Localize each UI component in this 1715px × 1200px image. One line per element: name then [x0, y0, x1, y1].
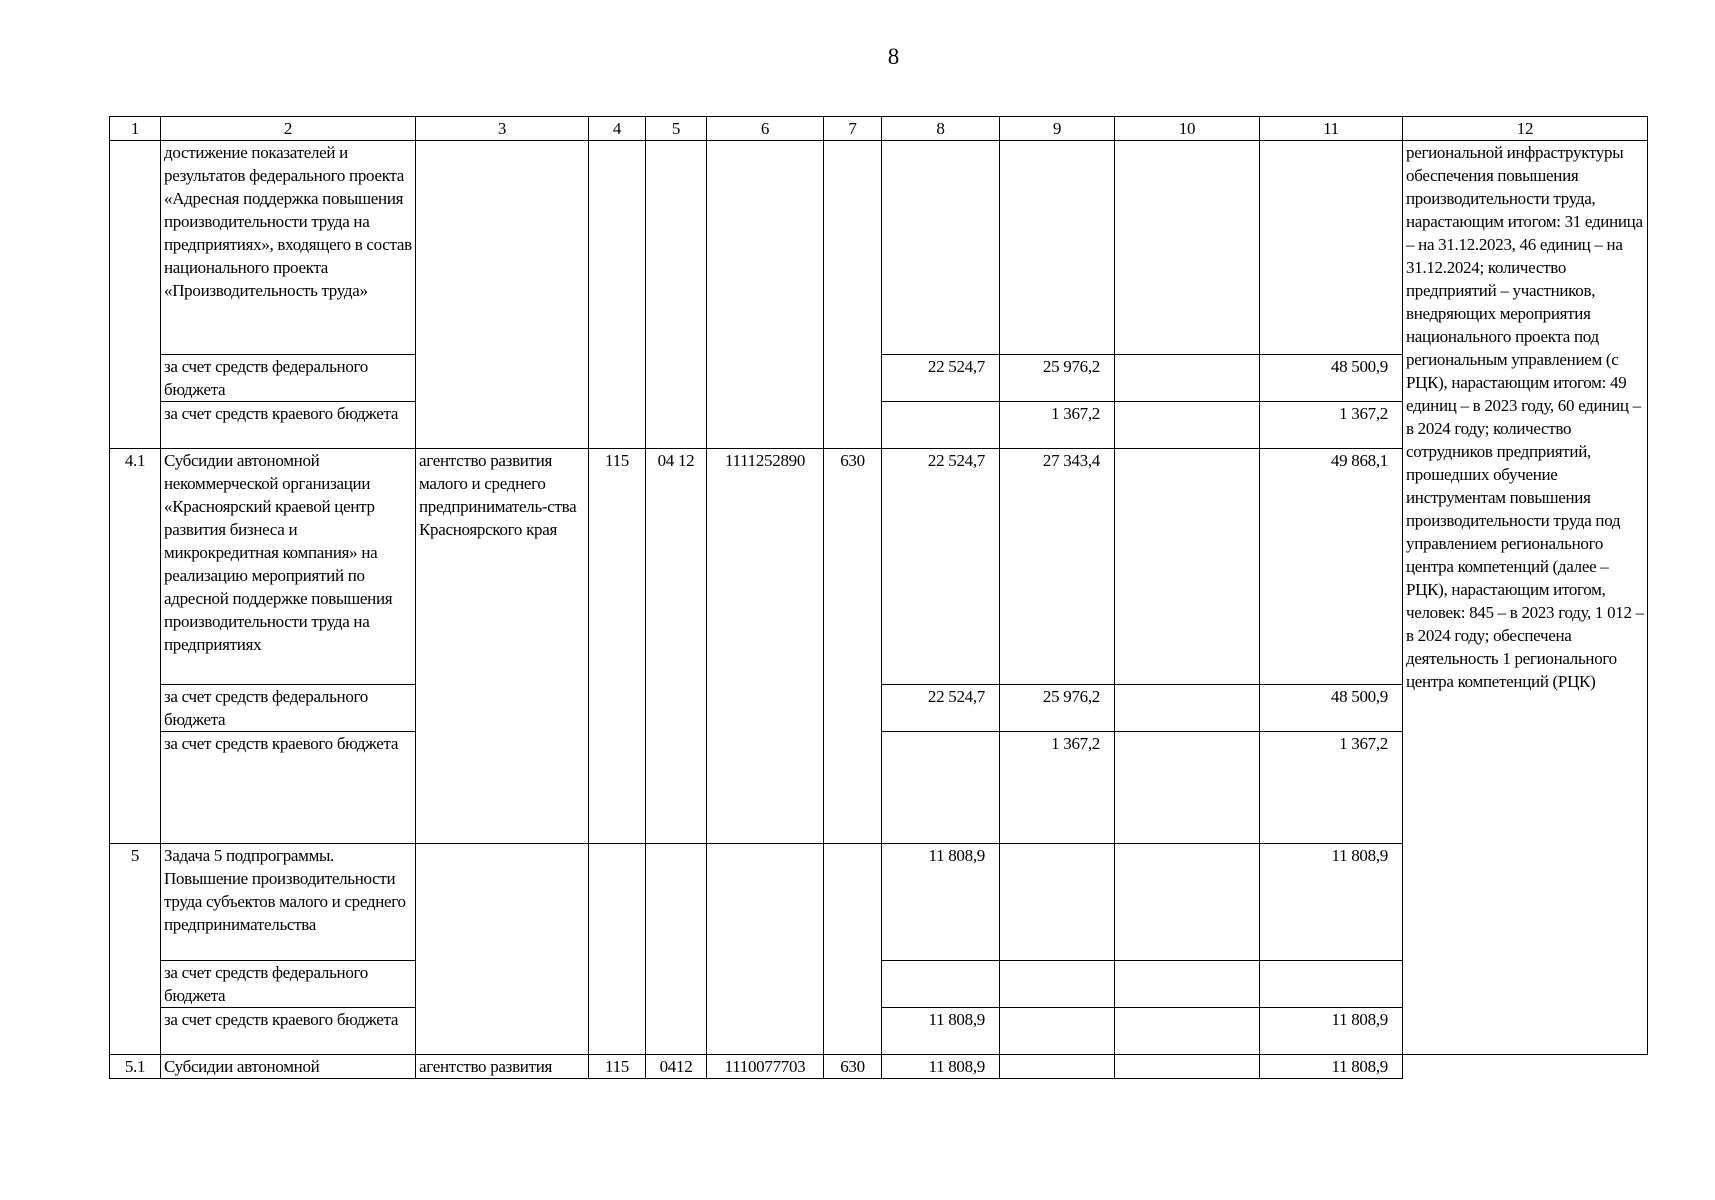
- funding-source-label: за счет средств краевого бюджета: [161, 1008, 416, 1055]
- result-indicators: региональной инфраструктуры обеспечения повышения производительности труда, нарастающим итогом: 31 единица – на 31.12.2023, 46 единиц – на 31.12.2024; количество предприятий – участников, внедряющих мероприятия национального проекта под региональным управлением (с РЦК), нарастающим итогом: 49 единиц – в 2023 году, 60 единиц – в 2024 году; количество сотрудников предприятий, прошедших обучение инструментам повышения производительности труда под управлением регионального центра компетенций (далее – РЦК), нарастающим итогом, человек: 845 – в 2023 году, 1 012 – в 2024 году; обеспечена деятельность 1 регионального центра компетенций (РЦК): [1403, 141, 1648, 1055]
- amount-cell: 27 343,4: [1000, 449, 1115, 685]
- amount-cell: 11 808,9: [882, 1055, 1000, 1079]
- code-cell: [824, 844, 882, 1055]
- amount-cell: [1115, 685, 1260, 732]
- table-row: [110, 1055, 1648, 1079]
- amount-cell: [882, 402, 1000, 449]
- item-name: Задача 5 подпрограммы. Повышение производительности труда субъектов малого и среднего предпринимательства: [161, 844, 416, 961]
- amount-cell: [1000, 1008, 1115, 1055]
- amount-cell: 1 367,2: [1260, 732, 1403, 844]
- agency-cell: агентство развития: [416, 1055, 589, 1079]
- header-cell: 3: [416, 117, 589, 141]
- amount-cell: 11 808,9: [1260, 1008, 1403, 1055]
- amount-cell: [882, 141, 1000, 355]
- header-cell: 8: [882, 117, 1000, 141]
- funding-source-label: за счет средств краевого бюджета: [161, 732, 416, 844]
- header-cell: 2: [161, 117, 416, 141]
- amount-cell: [1260, 141, 1403, 355]
- code-cell: [824, 141, 882, 449]
- code-cell: [646, 141, 707, 449]
- num-cell: [110, 141, 161, 449]
- amount-cell: 49 868,1: [1260, 449, 1403, 685]
- amount-cell: [882, 961, 1000, 1008]
- amount-cell: [882, 732, 1000, 844]
- amount-cell: 22 524,7: [882, 355, 1000, 402]
- amount-cell: [1115, 961, 1260, 1008]
- page-number: 8: [887, 44, 900, 69]
- amount-cell: [1000, 1055, 1115, 1079]
- table-row: [110, 141, 1648, 355]
- amount-cell: [1115, 402, 1260, 449]
- code-cell: 1111252890: [707, 449, 824, 844]
- code-cell: 1110077703: [707, 1055, 824, 1079]
- amount-cell: 11 808,9: [1260, 1055, 1403, 1079]
- amount-cell: 48 500,9: [1260, 685, 1403, 732]
- code-cell: 630: [824, 1055, 882, 1079]
- code-cell: [646, 844, 707, 1055]
- row-number: 5.1: [110, 1055, 161, 1079]
- header-cell: 11: [1260, 117, 1403, 141]
- code-cell: [707, 141, 824, 449]
- item-name: Субсидии автономной: [161, 1055, 416, 1079]
- amount-cell: [1115, 1008, 1260, 1055]
- amount-cell: [1000, 141, 1115, 355]
- amount-cell: [1115, 844, 1260, 961]
- funding-source-label: за счет средств федерального бюджета: [161, 355, 416, 402]
- amount-cell: [1115, 1055, 1260, 1079]
- amount-cell: [1115, 355, 1260, 402]
- header-cell: 12: [1403, 117, 1648, 141]
- header-cell: 10: [1115, 117, 1260, 141]
- funding-source-label: за счет средств федерального бюджета: [161, 685, 416, 732]
- amount-cell: [1115, 141, 1260, 355]
- amount-cell: 11 808,9: [882, 844, 1000, 961]
- amount-cell: 1 367,2: [1000, 402, 1115, 449]
- code-cell: 630: [824, 449, 882, 844]
- amount-cell: [1115, 449, 1260, 685]
- amount-cell: [1115, 732, 1260, 844]
- amount-cell: 1 367,2: [1260, 402, 1403, 449]
- code-cell: [589, 844, 646, 1055]
- code-cell: [707, 844, 824, 1055]
- agency-cell: [416, 141, 589, 449]
- header-cell: 6: [707, 117, 824, 141]
- amount-cell: 22 524,7: [882, 685, 1000, 732]
- amount-cell: 1 367,2: [1000, 732, 1115, 844]
- code-cell: 0412: [646, 1055, 707, 1079]
- header-cell: 1: [110, 117, 161, 141]
- row-number: 4.1: [110, 449, 161, 844]
- header-row: [110, 117, 1648, 141]
- code-cell: 04 12: [646, 449, 707, 844]
- item-name: достижение показателей и результатов федерального проекта «Адресная поддержка повышения производительности труда на предприятиях», входящего в состав национального проекта «Производительность труда»: [161, 141, 416, 355]
- amount-cell: 11 808,9: [882, 1008, 1000, 1055]
- code-cell: 115: [589, 1055, 646, 1079]
- amount-cell: [1000, 961, 1115, 1008]
- amount-cell: [1000, 844, 1115, 961]
- header-cell: 9: [1000, 117, 1115, 141]
- amount-cell: [1260, 961, 1403, 1008]
- funding-source-label: за счет средств федерального бюджета: [161, 961, 416, 1008]
- header-cell: 5: [646, 117, 707, 141]
- agency-cell: агентство развития малого и среднего предприниматель-ства Красноярского края: [416, 449, 589, 844]
- amount-cell: 11 808,9: [1260, 844, 1403, 961]
- header-cell: 7: [824, 117, 882, 141]
- amount-cell: 22 524,7: [882, 449, 1000, 685]
- header-cell: 4: [589, 117, 646, 141]
- row-number: 5: [110, 844, 161, 1055]
- amount-cell: 25 976,2: [1000, 685, 1115, 732]
- item-name: Субсидии автономной некоммерческой организации «Красноярский краевой центр развития бизнеса и микрокредитная компания» на реализацию мероприятий по адресной поддержке повышения производительности труда на предприятиях: [161, 449, 416, 685]
- amount-cell: 25 976,2: [1000, 355, 1115, 402]
- budget-table: [109, 116, 1648, 1079]
- funding-source-label: за счет средств краевого бюджета: [161, 402, 416, 449]
- amount-cell: 48 500,9: [1260, 355, 1403, 402]
- code-cell: 115: [589, 449, 646, 844]
- agency-cell: [416, 844, 589, 1055]
- code-cell: [589, 141, 646, 449]
